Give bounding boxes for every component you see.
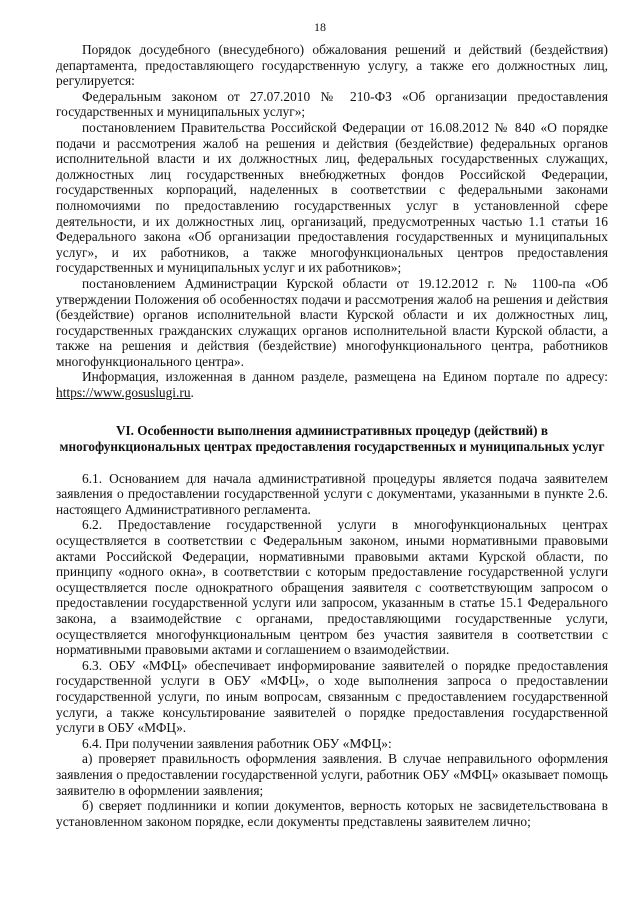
paragraph-6-4: 6.4. При получении заявления работник ОБУ «МФЦ»:: [82, 735, 392, 751]
info-end: .: [190, 385, 194, 401]
paragraph-info: [56, 369, 608, 400]
paragraph-appeal-order: Порядок досудебного (внесудебного) обжалования решений и действий (бездействия) департамента, предоставляющего государственную услугу, а также его должностных лиц, регулируется:: [56, 42, 608, 89]
section-heading: [56, 423, 608, 455]
paragraph-federal-law: Федеральным законом от 27.07.2010 № 210-ФЗ «Об организации предоставления государственных и муниципальных услуг»;: [56, 88, 608, 120]
document-body: [56, 42, 608, 829]
gosuslugi-link[interactable]: https://www.gosuslugi.ru: [56, 385, 191, 401]
paragraph-government-decree: постановлением Правительства Российской Федерации от 16.08.2012 № 840 «О порядке подачи и рассмотрения жалоб на решения и действия (бездействие) федеральных органов исполнительной власти и их должностных лиц, федеральных государственных служащих, должностных лиц государственных внебюджетных фондов Российской Федерации, государственных корпораций, наделенных в соответствии с федеральными законами полномочиями по предоставлению государственных услуг в установленной сфере деятельности, и их должностных лиц, организаций, предусмотренных частью 1.1 статьи 16 Федерального закона «Об организации предоставления государственных и муниципальных услуг», и их работников, а также многофункциональных центров предоставления государственных и муниципальных услуг и их работников»;: [56, 119, 608, 276]
paragraph-6-4-b: б) сверяет подлинники и копии документов, верность которых не засвидетельствована в установленном законом порядке, если документы представлены заявителем лично;: [56, 798, 608, 829]
section-heading-line1: VI. Особенности выполнения административных процедур (действий) в: [116, 422, 548, 438]
page-number: 18: [314, 20, 326, 34]
paragraph-6-1: 6.1. Основанием для начала административной процедуры является подача заявителем заявления о предоставлении государственной услуги с документами, указанными в пункте 2.6. настоящего Административного регламента.: [56, 470, 608, 517]
paragraph-kursk-decree: постановлением Администрации Курской области от 19.12.2012 г. № 1100-па «Об утверждении Положения об особенностях подачи и рассмотрения жалоб на решения и действия (бездействие) органов исполнительной власти Курской области и их должностных лиц, государственных гражданских служащих органов исполнительной власти Курской области, а также на решения и действия (бездействие) многофункционального центра, работников многофункционального центра».: [56, 275, 608, 369]
paragraph-6-2: 6.2. Предоставление государственной услуги в многофункциональных центрах осуществляется в соответствии с Федеральным законом, иными нормативными правовыми актами Российской Федерации, нормативными правовыми актами Курской области, по принципу «одного окна», в соответствии с которым предоставление государственной услуги осуществляется после однократного обращения заявителя с соответствующим запросом о предоставлении государственной услуги или запросом, указанным в статье 15.1 Федерального закона, а взаимодействие с органами, предоставляющими государственные услуги, осуществляется многофункциональным центром без участия заявителя в соответствии с нормативными правовыми актами и соглашением о взаимодействии.: [56, 517, 608, 658]
info-text: Информация, изложенная в данном разделе, размещена на Едином портале по адресу:: [82, 369, 608, 385]
paragraph-6-3: 6.3. ОБУ «МФЦ» обеспечивает информирование заявителей о порядке предоставления государственной услуги в ОБУ «МФЦ», о ходе выполнения запроса о предоставлении государственной услуги, по иным вопросам, связанным с предоставлением государственной услуги, а также консультирование заявителей о порядке предоставления государственной услуги в ОБУ «МФЦ».: [56, 657, 608, 736]
paragraph-6-4-a: а) проверяет правильность оформления заявления. В случае неправильного оформления заявления о предоставлении государственной услуги, работник ОБУ «МФЦ» оказывает помощь заявителю в оформлении заявления;: [56, 751, 608, 798]
section-heading-line2: многофункциональных центрах предоставления государственных и муниципальных услуг: [59, 438, 605, 454]
